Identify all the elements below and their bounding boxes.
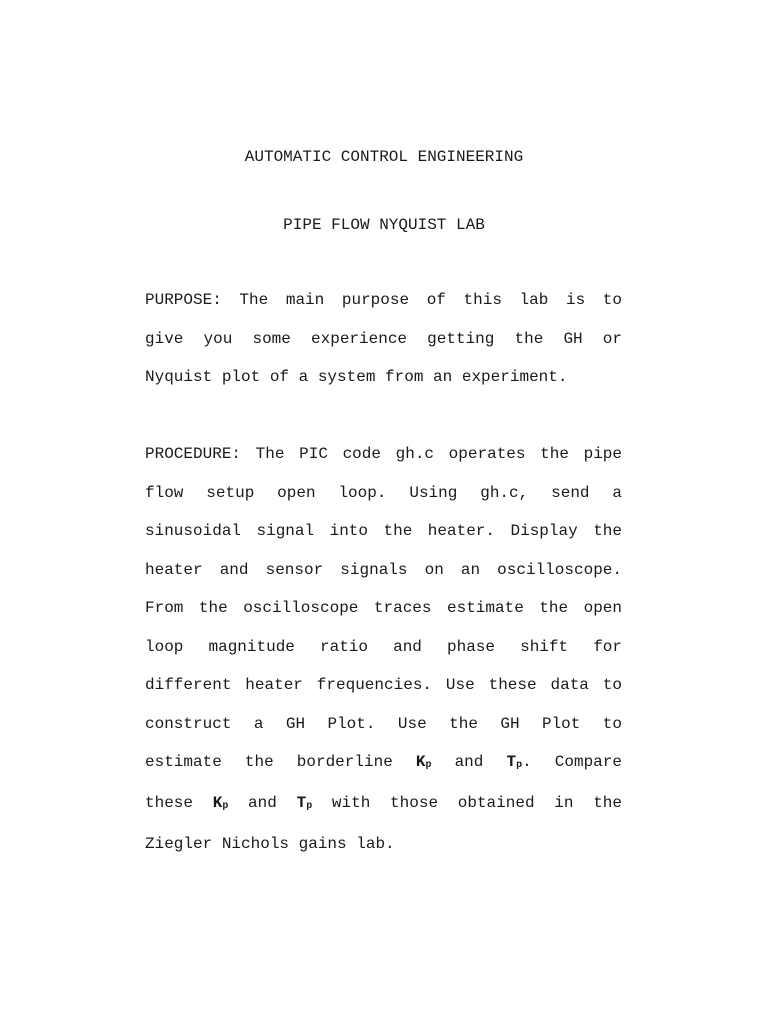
procedure-line: sinusoidal signal into the heater. Display the — [145, 522, 622, 540]
procedure-line: different heater frequencies. Use these data to — [145, 676, 622, 694]
procedure-line: PROCEDURE: The PIC code gh.c operates the pipe — [145, 445, 622, 463]
kp-symbol — [416, 753, 432, 771]
document-title: AUTOMATIC CONTROL ENGINEERING — [244, 148, 524, 166]
kp-main: K — [415, 753, 426, 771]
tp-subscript: p — [516, 760, 523, 771]
tp-symbol — [297, 794, 313, 812]
purpose-paragraph — [145, 290, 622, 406]
tp-main: T — [506, 753, 517, 771]
kp-subscript: p — [222, 801, 229, 812]
line-text: and — [228, 794, 297, 812]
procedure-line: flow setup open loop. Using gh.c, send a — [145, 483, 622, 502]
line-text: and — [431, 753, 507, 771]
tp-symbol — [506, 753, 522, 771]
purpose-line: PURPOSE: The main purpose of this lab is to — [145, 291, 622, 309]
kp-symbol — [213, 794, 229, 812]
procedure-line: loop magnitude ratio and phase shift for — [145, 637, 622, 656]
procedure-line: construct a GH Plot. Use the GH Plot to — [145, 714, 622, 733]
line-text: with those obtained in the — [312, 794, 622, 812]
procedure-line-with-symbols — [145, 793, 622, 834]
line-text: . Compare — [522, 753, 622, 771]
tp-subscript: p — [306, 801, 313, 812]
kp-subscript: p — [425, 760, 432, 771]
procedure-line: heater and sensor signals on an oscilloscope. — [145, 560, 622, 579]
purpose-line: give you some experience getting the GH or — [145, 329, 622, 348]
line-text: estimate the borderline — [145, 753, 416, 771]
line-text: these — [145, 794, 213, 812]
kp-main: K — [212, 794, 223, 812]
procedure-paragraph — [145, 444, 622, 873]
tp-main: T — [296, 794, 307, 812]
purpose-line: Nyquist plot of a system from an experiment. — [145, 368, 568, 386]
procedure-line-with-symbols — [145, 752, 622, 793]
procedure-line: From the oscilloscope traces estimate the open — [145, 599, 622, 617]
procedure-line: Ziegler Nichols gains lab. — [145, 835, 395, 853]
document-subtitle: PIPE FLOW NYQUIST LAB — [283, 216, 485, 234]
